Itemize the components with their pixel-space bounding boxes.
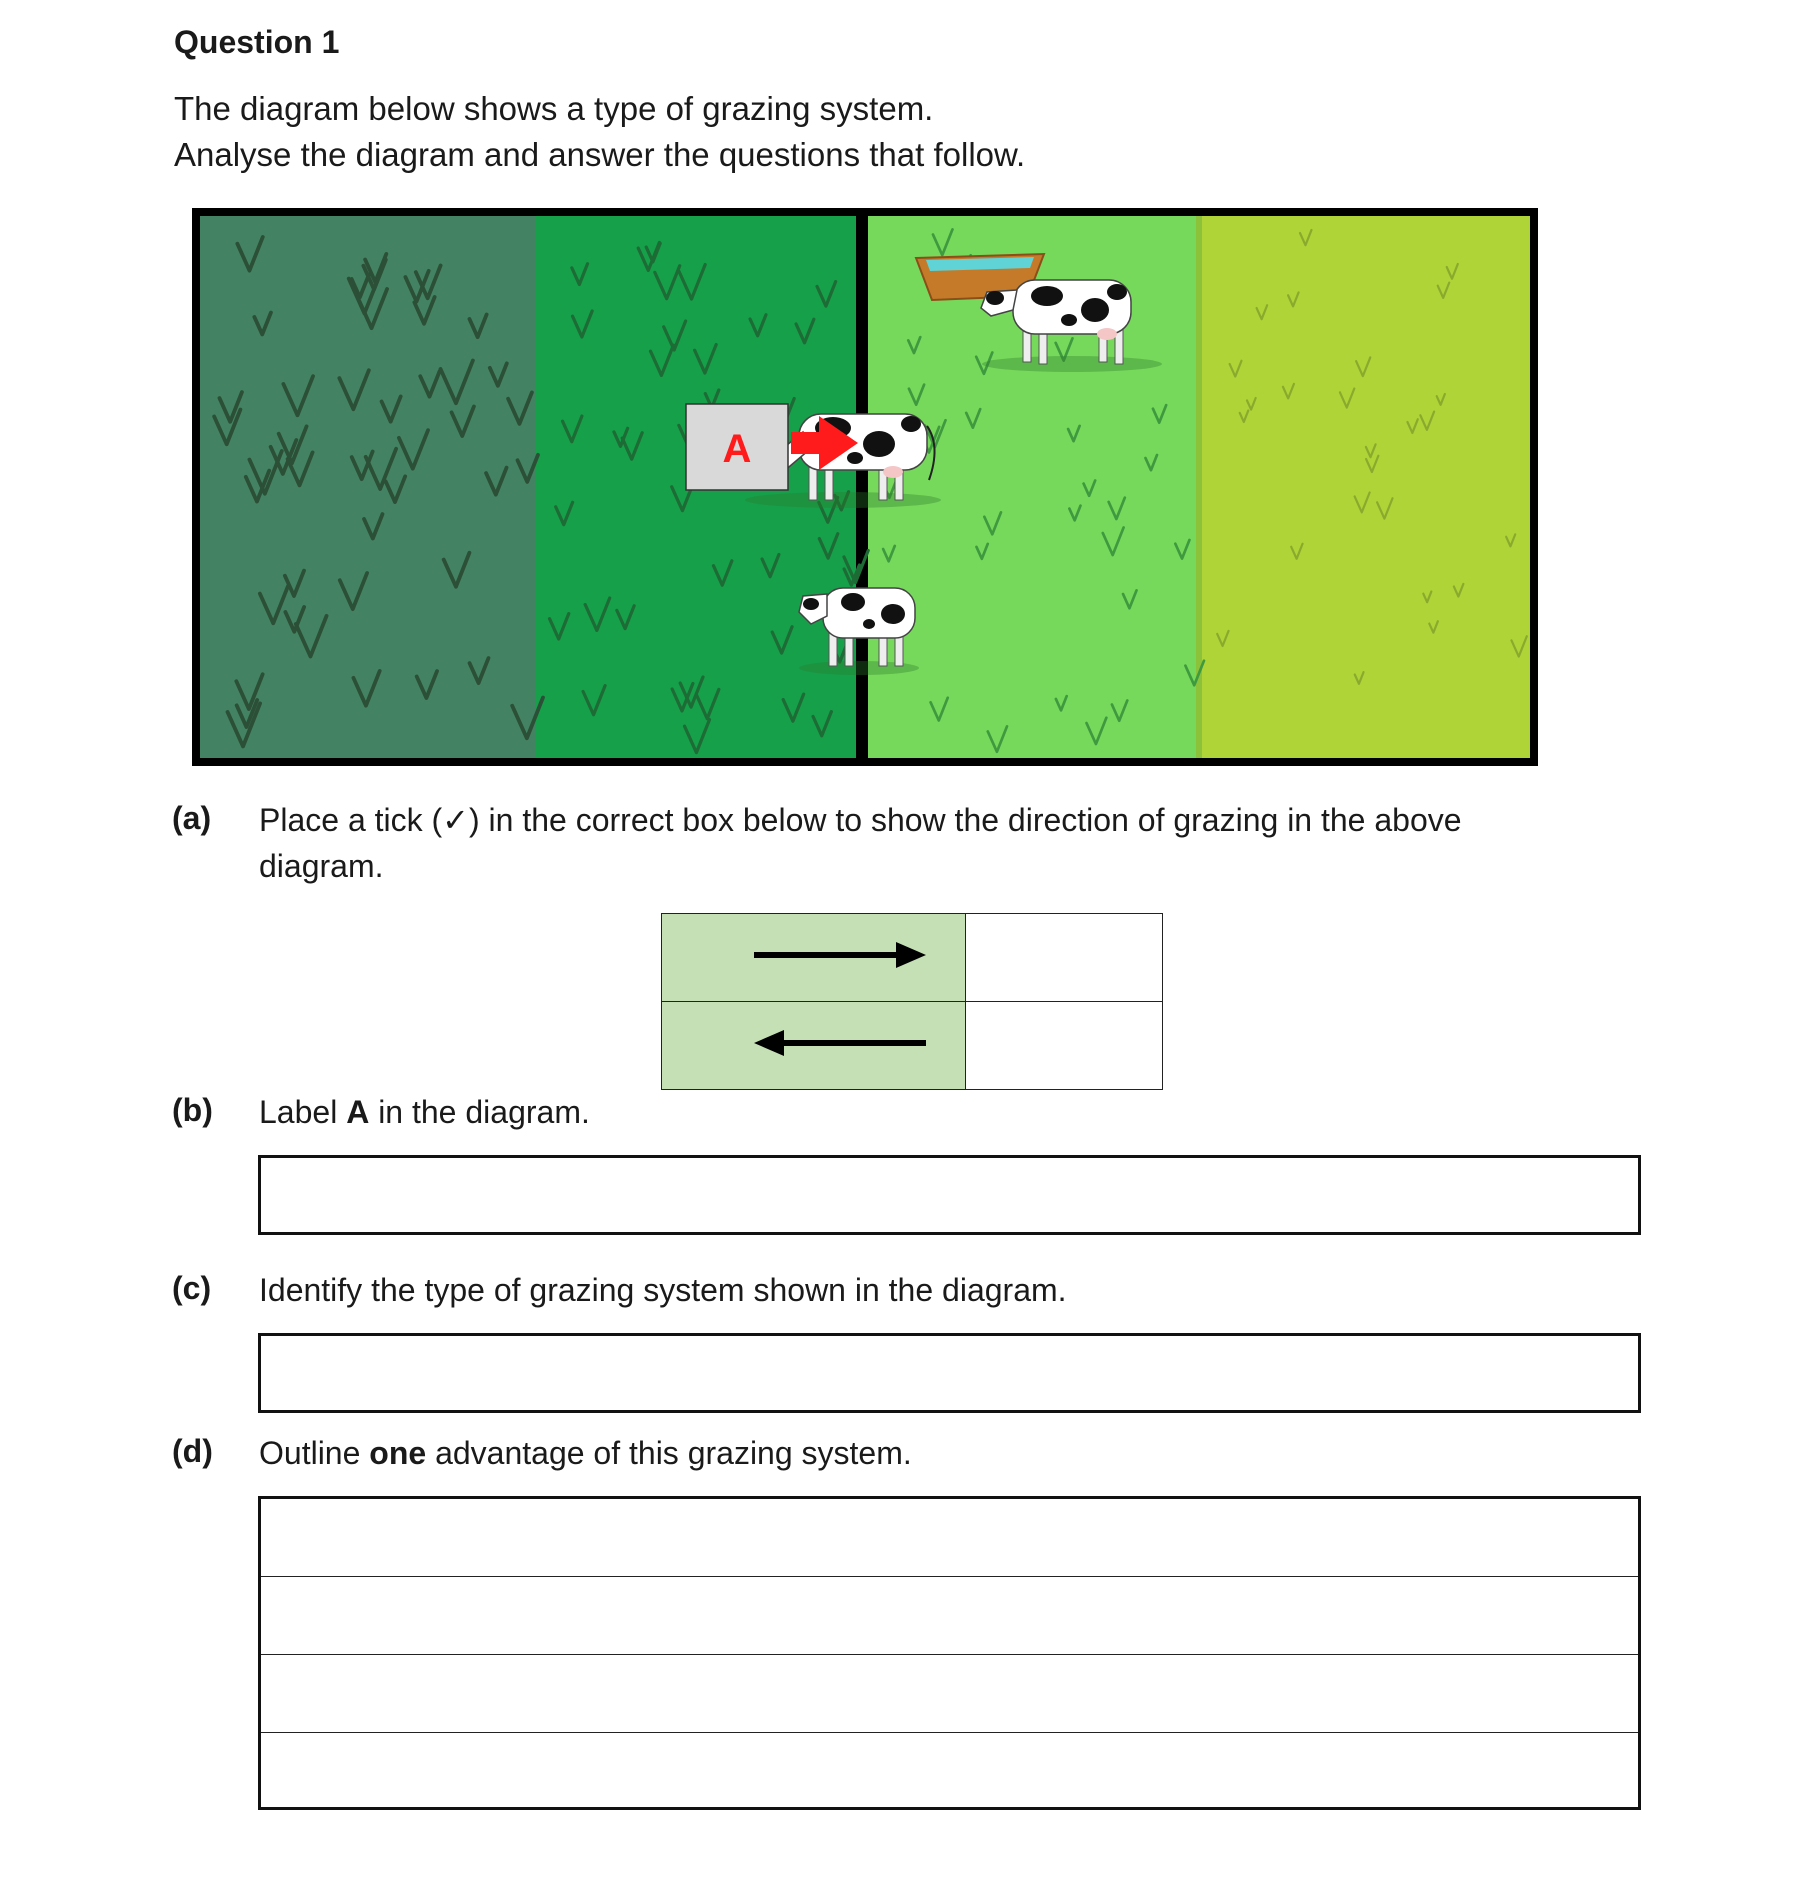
intro-line-1: The diagram below shows a type of grazing system. (174, 90, 934, 127)
part-d-label: (d) (172, 1433, 213, 1469)
part-a-text-before: Place a tick ( (259, 802, 443, 838)
grazing-diagram (192, 208, 1538, 766)
part-b-label: (b) (172, 1092, 213, 1128)
part-b-text (259, 1089, 590, 1135)
answer-line[interactable] (261, 1499, 1638, 1577)
part-b-text-after: in the diagram. (369, 1094, 590, 1130)
intro-line-2: Analyse the diagram and answer the questions that follow. (174, 136, 1026, 173)
part-c-label: (c) (172, 1270, 212, 1306)
part-b-answer-box[interactable] (258, 1155, 1641, 1235)
paddock-4 (1198, 214, 1532, 760)
part-d-answer-box[interactable] (258, 1496, 1641, 1810)
table-row (662, 914, 1163, 1002)
part-d-text-after: advantage of this grazing system. (426, 1435, 912, 1471)
right-arrow-tick-box[interactable] (965, 914, 1162, 1002)
part-a-label: (a) (172, 800, 212, 836)
question-title: Question 1 (174, 24, 340, 60)
paddock-divider (856, 214, 868, 760)
left-arrow-tick-box[interactable] (965, 1002, 1162, 1090)
tick-symbol: ✓ (442, 802, 469, 838)
answer-line[interactable] (261, 1655, 1638, 1733)
part-a-text-line2: diagram. (259, 848, 384, 884)
left-arrow-icon (662, 1002, 962, 1084)
question-intro (174, 86, 1025, 178)
answer-line[interactable] (261, 1733, 1638, 1811)
label-a: A (722, 427, 752, 471)
answer-line[interactable] (261, 1577, 1638, 1655)
left-arrow-cell (662, 1002, 966, 1090)
table-row (662, 1002, 1163, 1090)
part-d-text (259, 1430, 912, 1476)
part-b-text-before: Label (259, 1094, 347, 1130)
direction-tick-table (661, 913, 1163, 1090)
part-b-bold: A (346, 1094, 370, 1130)
part-c-answer-box[interactable] (258, 1333, 1641, 1413)
right-arrow-cell (662, 914, 966, 1002)
part-d-bold: one (369, 1435, 427, 1471)
right-arrow-icon (662, 914, 962, 996)
part-a-text-after: ) in the correct box below to show the direction of grazing in the above (468, 802, 1462, 838)
part-d-text-before: Outline (259, 1435, 370, 1471)
part-a-text (259, 797, 1599, 889)
part-c-text: Identify the type of grazing system shown in the diagram. (259, 1272, 1067, 1308)
